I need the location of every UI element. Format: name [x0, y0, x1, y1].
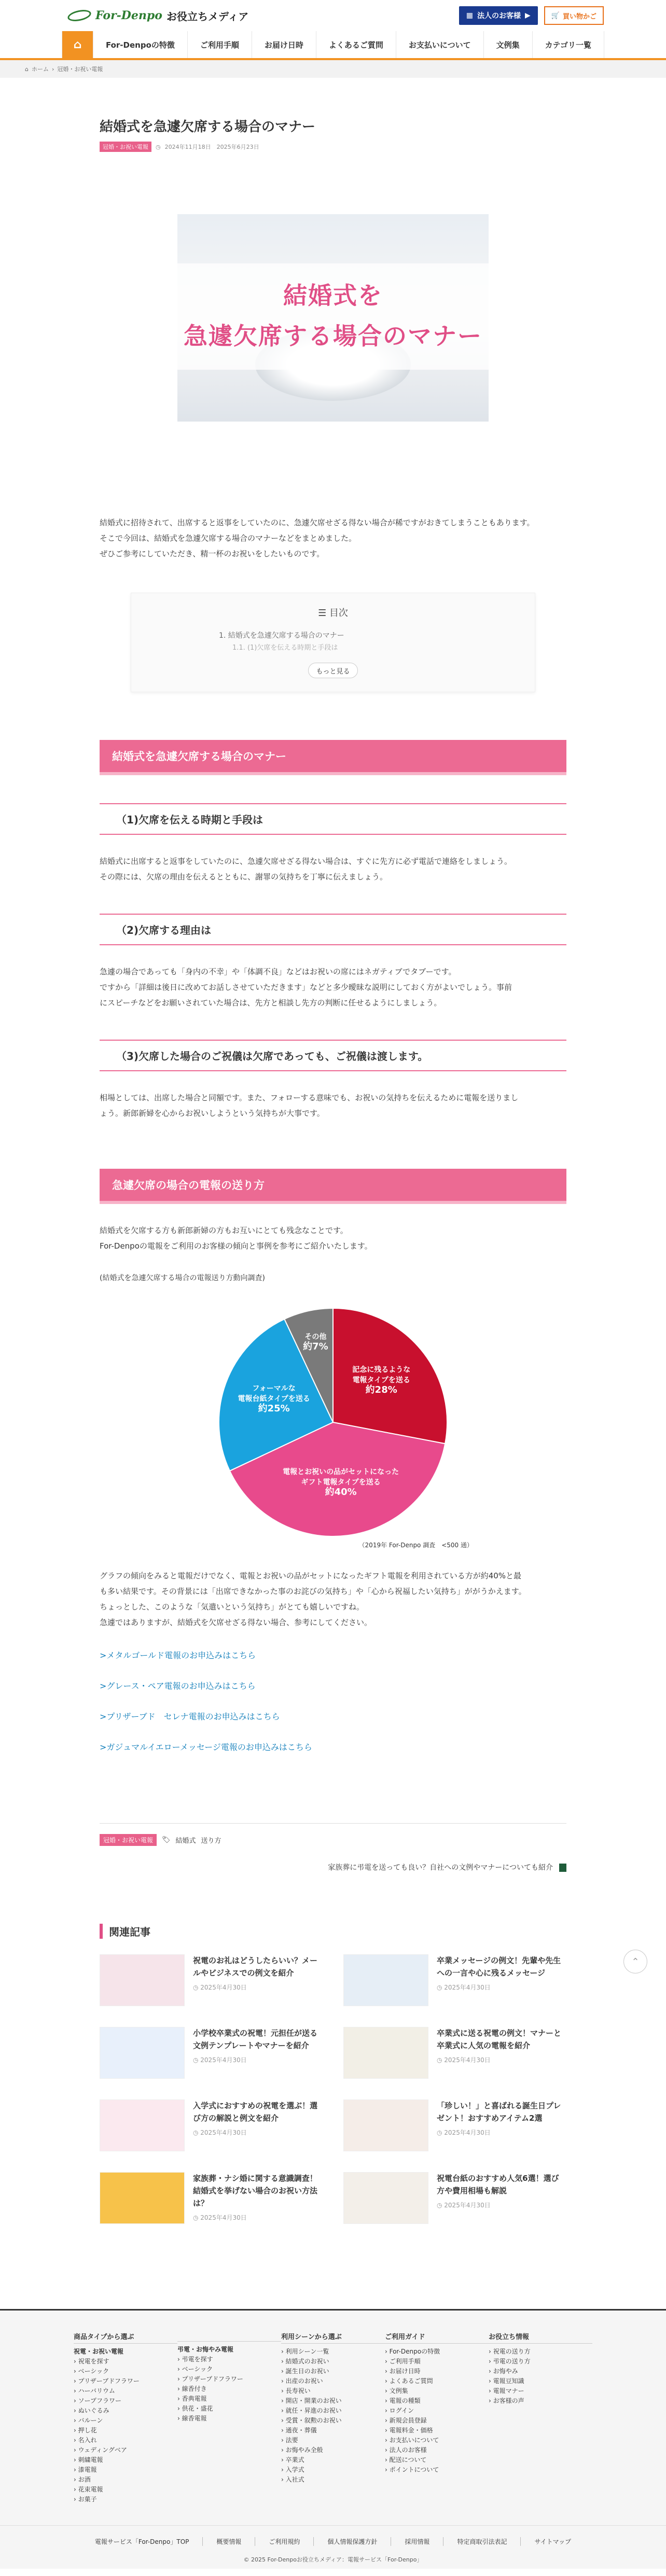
nav-categories[interactable]: カテゴリ一覧 [532, 31, 604, 58]
logo-text-en: For-Denpo [95, 9, 162, 22]
footer-link[interactable]: › プリザーブドフラワー [74, 2377, 140, 2385]
footer-link[interactable]: › 弔電を探す [177, 2356, 213, 2363]
related-article[interactable] [343, 2172, 566, 2224]
related-article-title: 卒業式に送る祝電の例文！マナーと卒業式に人気の電報を紹介 [437, 2028, 562, 2050]
footer-bar-link[interactable]: 個人情報保護方針 [313, 2537, 391, 2546]
logo-swoosh-icon [66, 8, 92, 23]
footer-link[interactable]: › ぬいぐるみ [74, 2407, 109, 2414]
copyright: © 2025 For-Denpoお役立ちメディア：電報サービス「For-Denpo」 [243, 2556, 423, 2563]
footer-link[interactable]: › 配送について [385, 2456, 427, 2463]
footer-link[interactable]: › お届け日時 [385, 2368, 421, 2375]
pie-category-label: その他 [304, 1333, 327, 1341]
related-article-date: ◷ 2025年4月30日 [437, 2202, 491, 2209]
related-title: 関連記事 [100, 1924, 566, 1939]
paragraph: 相場としては、出席した場合と同額です。また、フォローする意味でも、お祝いの気持ちを伝えるために電報を送りまし ょう。新郎新婦を心からお祝いしようという気持ちが大事です。 [100, 1093, 519, 1118]
related-article-date: ◷ 2025年4月30日 [437, 2129, 491, 2136]
related-article-date: ◷ 2025年4月30日 [437, 2056, 491, 2064]
category-badge[interactable]: 冠婚・お祝い電報 [100, 1834, 157, 1846]
chevron-right-icon: › [51, 65, 54, 73]
footer-link[interactable]: › お支払いについて [385, 2437, 439, 2444]
clock-icon: ◷ [156, 143, 161, 150]
pie-category-label: 記念に残るような [352, 1365, 411, 1374]
cart-icon: 🛒 [551, 11, 560, 20]
footer-link[interactable]: › 祝電の送り方 [489, 2348, 531, 2355]
footer-link[interactable]: › 卒業式 [281, 2456, 304, 2463]
scroll-top-button[interactable] [623, 1950, 647, 1973]
home-icon: ⌂ [25, 65, 29, 73]
next-post-link[interactable]: 家族葬に弔電を送っても良い？自社への文例やマナーについても紹介 [328, 1861, 566, 1874]
hero-title-line2: 急遽欠席する場合のマナー [184, 322, 482, 350]
footer-bar-link[interactable]: 電報サービス「For-Denpo」TOP [94, 2538, 189, 2545]
footer-link[interactable]: › ポイントについて [385, 2466, 439, 2473]
footer-column [281, 2331, 385, 2504]
footer-link[interactable]: › 香典電報 [177, 2395, 207, 2402]
footer-link[interactable]: › 線香電報 [177, 2415, 207, 2422]
related-article[interactable] [343, 2027, 566, 2079]
footer-link[interactable]: › 電報の種類 [385, 2397, 421, 2404]
footer-link[interactable]: › For-Denpoの特徴 [385, 2348, 440, 2355]
footer-column-title: 商品タイプから選ぶ [74, 2331, 177, 2344]
corporate-button[interactable] [459, 6, 538, 25]
related-thumbnail [343, 2027, 428, 2079]
footer-link[interactable]: › 電報マナー [489, 2387, 524, 2395]
related-article[interactable] [100, 2027, 323, 2079]
related-thumbnail [343, 1954, 428, 2006]
related-articles [100, 1924, 566, 2224]
chart-note: （2019年 For-Denpo 調査 <500 通） [358, 1542, 473, 1549]
site-logo[interactable] [67, 8, 248, 23]
related-article-title: 祝電のお礼はどうしたらいい？メールやビジネスでの例文を紹介 [193, 1956, 318, 1978]
footer-link[interactable]: › ご利用手順 [385, 2358, 421, 2365]
pie-category-label: ギフト電報タイプを送る [301, 1478, 381, 1487]
logo-text-jp: お役立ちメディア [166, 10, 249, 23]
footer-link[interactable]: › 利用シーン一覧 [281, 2348, 329, 2355]
article-tags [100, 1823, 566, 1846]
footer-link[interactable]: › 法要 [281, 2437, 298, 2444]
footer-links [0, 2525, 666, 2555]
footer-link[interactable]: › 開店・開業のお祝い [281, 2397, 342, 2404]
footer-link[interactable]: › ログイン [385, 2407, 414, 2414]
footer-link[interactable]: › 弔電の送り方 [489, 2358, 531, 2365]
footer-column-title: 利用シーンから選ぶ [281, 2331, 385, 2344]
chart-caption: (結婚式を急遽欠席する場合の電報送り方動向調査) [100, 1274, 265, 1282]
hero-title-line1: 結婚式を [283, 282, 383, 310]
footer-link[interactable]: › 花束電報 [74, 2486, 103, 2493]
breadcrumb-home[interactable]: ホーム [31, 66, 49, 73]
footer-link[interactable]: › お客様の声 [489, 2397, 524, 2404]
nav-delivery[interactable]: お届け日時 [252, 31, 316, 58]
tag-icon: 🏷 [162, 1836, 171, 1844]
related-article-title: 卒業メッセージの例文！先輩や先生への一言や心に残るメッセージ [437, 1956, 561, 1978]
footer-link[interactable]: › 刺繍電報 [74, 2456, 103, 2463]
footer-link[interactable]: › 供花・盛花 [177, 2405, 213, 2412]
link-gajumaru-yellow[interactable]: >ガジュマルイエローメッセージ電報のお申込みはこちら [100, 1742, 312, 1752]
section-heading: 急遽欠席の場合の電報の送り方 [100, 1169, 566, 1204]
footer-link[interactable]: › ベーシック [177, 2365, 213, 2373]
related-article-title: 祝電台紙のおすすめ人気6選！選び方や費用相場も解説 [437, 2174, 559, 2195]
footer-link[interactable]: › プリザーブドフラワー [177, 2375, 243, 2383]
home-icon: ⌂ [73, 38, 82, 51]
footer-link[interactable]: › 通夜・葬儀 [281, 2427, 317, 2434]
related-article-date: ◷ 2025年4月30日 [193, 1984, 247, 1991]
related-article[interactable] [100, 2172, 323, 2224]
footer-link[interactable]: › 法人のお客様 [385, 2446, 427, 2454]
breadcrumb-category[interactable]: 冠婚・お祝い電報 [57, 66, 103, 73]
footer-bar-link[interactable]: サイトマップ [520, 2537, 585, 2546]
footer-link[interactable]: › 長寿祝い [281, 2387, 311, 2395]
footer-column [74, 2331, 177, 2504]
related-article-date: ◷ 2025年4月30日 [437, 1984, 491, 1991]
related-article-title: 入学式におすすめの祝電を選ぶ！選び方の解説と例文を紹介 [193, 2101, 318, 2123]
global-nav [0, 31, 666, 60]
intro-line: 結婚式に招待されて、出席すると返事をしていたのに、急遽欠席せざる得ない場合が稀ですがおきてしまうこともあります。 [100, 518, 535, 527]
footer-link[interactable]: › バルーン [74, 2417, 103, 2424]
footer-bar-link[interactable]: 採用情報 [391, 2537, 443, 2546]
footer-link[interactable]: › 文例集 [385, 2387, 408, 2395]
footer-column [385, 2331, 489, 2504]
link-grace-pair[interactable]: >グレース・ペア電報のお申込みはこちら [100, 1681, 256, 1691]
pie-category-label: 電報台紙タイプを送る [238, 1395, 310, 1404]
footer-link[interactable]: › 漆電報 [74, 2466, 97, 2473]
footer-link[interactable]: › お悔やみ全般 [281, 2446, 323, 2454]
footer-link[interactable]: › ベーシック [74, 2368, 109, 2375]
related-article-date: ◷ 2025年4月30日 [193, 2056, 247, 2064]
footer-link[interactable]: › 電報料金・価格 [385, 2427, 433, 2434]
footer-link[interactable]: › ソープフラワー [74, 2397, 122, 2404]
footer-link[interactable]: › 出産のお祝い [281, 2377, 323, 2385]
paragraph: 結婚式を欠席する方も新郎新婦の方もお互いにとても残念なことです。 For-Denpoの電報をご利用のお客様の傾向と事例を参考にご紹介いたします。 [100, 1226, 372, 1251]
related-article[interactable] [343, 1954, 566, 2006]
footer-link[interactable]: › お菓子 [74, 2496, 97, 2503]
footer-link[interactable]: › 線香付き [177, 2385, 207, 2392]
related-thumbnail [100, 2027, 185, 2079]
footer-link[interactable]: › ハーバリウム [74, 2387, 115, 2395]
footer-column [177, 2331, 281, 2504]
footer-column-title: お役立ち情報 [489, 2331, 592, 2344]
corporate-button-label: 法人のお客様 [477, 12, 521, 20]
footer-link[interactable]: › お悔やみ [489, 2368, 518, 2375]
footer [0, 2309, 666, 2569]
related-thumbnail [100, 2099, 185, 2151]
pie-value-label: 約25% [258, 1403, 290, 1415]
footer-subtitle: 弔電・お悔やみ電報 [177, 2346, 234, 2353]
footer-link[interactable]: › 祝電を探す [74, 2358, 109, 2365]
footer-link[interactable]: › 結婚式のお祝い [281, 2358, 329, 2365]
nav-examples[interactable]: 文例集 [483, 31, 532, 58]
footer-link[interactable]: › 電報豆知識 [489, 2377, 524, 2385]
section-heading: 結婚式を急遽欠席する場合のマナー [100, 740, 566, 775]
subsection-heading: （2)欠席する理由は [100, 914, 566, 945]
footer-bar-link[interactable]: 特定商取引法表記 [443, 2537, 520, 2546]
footer-link[interactable]: › 受賞・叙勲のお祝い [281, 2417, 342, 2424]
subsection-heading: （3)欠席した場合のご祝儀は欠席であっても、ご祝儀は渡します。 [100, 1040, 566, 1071]
related-thumbnail [343, 2099, 428, 2151]
related-article-title: 家族葬・ナシ婚に関する意識調査！結婚式を挙げない場合のお祝い方法は？ [193, 2174, 318, 2208]
pie-category-label: 電報とお祝いの品がセットになった [283, 1468, 399, 1477]
related-article-title: 小学校卒業式の祝電！元担任が送る文例テンプレートやマナーを紹介 [193, 2028, 318, 2050]
intro-text [100, 515, 566, 562]
pie-value-label: 約7% [303, 1341, 328, 1352]
hero-image [177, 214, 489, 422]
page-title: 結婚式を急遽欠席する場合のマナー [100, 119, 316, 135]
footer-link[interactable]: › お酒 [74, 2476, 91, 2483]
related-article-date: ◷ 2025年4月30日 [193, 2129, 247, 2136]
category-badge[interactable]: 冠婚・お祝い電報 [100, 142, 151, 152]
footer-link[interactable]: › ウェディングベア [74, 2446, 127, 2454]
related-thumbnail [100, 2172, 185, 2224]
breadcrumb [0, 60, 666, 78]
header [0, 0, 666, 60]
related-article-title: 「珍しい！」と喜ばれる誕生日プレゼント！おすすめアイテム2選 [437, 2101, 561, 2123]
footer-column [489, 2331, 592, 2504]
footer-column-title [177, 2331, 281, 2342]
footer-link[interactable]: › 誕生日のお祝い [281, 2368, 329, 2375]
intro-line: ぜひご参考にしていただき、精一杯のお祝いをしたいものです。 [100, 549, 325, 558]
related-article[interactable] [100, 2099, 323, 2151]
article-meta [100, 142, 566, 152]
top-bar [0, 0, 666, 31]
related-article[interactable] [100, 1954, 323, 2006]
nav-procedure[interactable]: ご利用手順 [187, 31, 252, 58]
toc-more-button[interactable]: もっと見る [308, 663, 358, 678]
building-icon: ▦ [466, 11, 474, 20]
cart-button-label: 買い物かご [562, 12, 596, 21]
link-preserved-serena[interactable]: >プリザーブド セレナ電報のお申込みはこちら [100, 1712, 280, 1721]
related-thumbnail [100, 1954, 185, 2006]
chevron-up-icon: ⌃ [631, 1956, 640, 1967]
pie-chart [203, 1300, 473, 1549]
table-of-contents [131, 593, 535, 692]
footer-link[interactable]: › 新規会員登録 [385, 2417, 427, 2424]
footer-bar-link[interactable]: ご利用規約 [255, 2537, 313, 2546]
intro-line: そこで今回は、結婚式を急遽欠席する場合のマナーなどをまとめました。 [100, 534, 357, 543]
footer-bar-link[interactable]: 概要情報 [202, 2537, 255, 2546]
nav-home[interactable] [62, 31, 93, 58]
footer-column-title: ご利用ガイド [385, 2331, 489, 2344]
nav-payment[interactable]: お支払いについて [396, 31, 483, 58]
related-thumbnail [343, 2172, 428, 2224]
product-links [100, 1649, 566, 1753]
pie-category-label: フォーマルな [252, 1384, 296, 1393]
toc-item[interactable]: 1.1. (1)欠席を伝える時期と手段は [232, 644, 338, 652]
cart-button[interactable] [544, 6, 604, 25]
footer-link[interactable]: › よくあるご質問 [385, 2377, 433, 2385]
arrow-right-icon: ▶ [525, 11, 531, 20]
toc-item[interactable]: 1. 結婚式を急遽欠席する場合のマナー [219, 632, 344, 640]
list-icon: ☰ [318, 608, 329, 619]
tag-link[interactable]: 結婚式 [175, 1837, 196, 1845]
footer-link[interactable]: › 入学式 [281, 2466, 304, 2473]
toc-title: 目次 [329, 608, 348, 619]
footer-link[interactable]: › 名入れ [74, 2437, 97, 2444]
pie-value-label: 約40% [325, 1487, 357, 1498]
footer-link[interactable]: › 押し花 [74, 2427, 97, 2434]
paragraph: 結婚式に出席すると返事をしていたのに、急遽欠席せざる得ない場合は、すぐに先方に必ず電話で連絡をしましょう。 その際には、欠席の理由を伝えるとともに、謝罪の気持ちを丁寧に伝えましょう。 [100, 857, 512, 881]
nav-features[interactable]: For-Denpoの特徴 [93, 31, 187, 58]
pie-chart-svg [203, 1300, 463, 1539]
link-metal-gold[interactable]: >メタルゴールド電報のお申込みはこちら [100, 1650, 256, 1660]
tag-link[interactable]: 送り方 [201, 1837, 221, 1845]
related-article-date: ◷ 2025年4月30日 [193, 2214, 247, 2221]
article-dates: 2024年11月18日 2025年6月23日 [164, 144, 259, 150]
nav-faq[interactable]: よくあるご質問 [316, 31, 396, 58]
pie-value-label: 約28% [365, 1384, 397, 1395]
footer-subtitle: 祝電・お祝い電報 [74, 2348, 124, 2355]
pie-category-label: 電報タイプを送る [352, 1376, 410, 1384]
footer-link[interactable]: › 就任・昇進のお祝い [281, 2407, 342, 2414]
footer-link[interactable]: › 入社式 [281, 2476, 304, 2483]
paragraph: グラフの傾向をみると電報だけでなく、電報とお祝いの品がセットになったギフト電報を利用されている方が約40%と最 も多い結果です。その背景には「出席できなかった事のお詫びの気持ち」や「心から祝福したい気持ち」ががうかえます。 ちょっとした、このような「気遣いという気持ち」がとても嬉しいですね。 急遽ではありますが、結婚式を欠席せざる得ない場合、参考にしてください。 [100, 1571, 526, 1627]
paragraph: 急遽の場合であっても「身内の不幸」や「体調不良」などはお祝いの席にはネガティブでタブーです。 ですから「詳細は後日に改めてお話しさせていただきます」などと多少曖昧な説明にしておく方がよいでしょう。事前 にスピーチなどをお願いされていた場合は、先方と相談し先方の判断に任せるようにしましょう。 [100, 967, 512, 1007]
related-article[interactable] [343, 2099, 566, 2151]
subsection-heading: （1)欠席を伝える時期と手段は [100, 803, 566, 835]
article [100, 78, 566, 2224]
